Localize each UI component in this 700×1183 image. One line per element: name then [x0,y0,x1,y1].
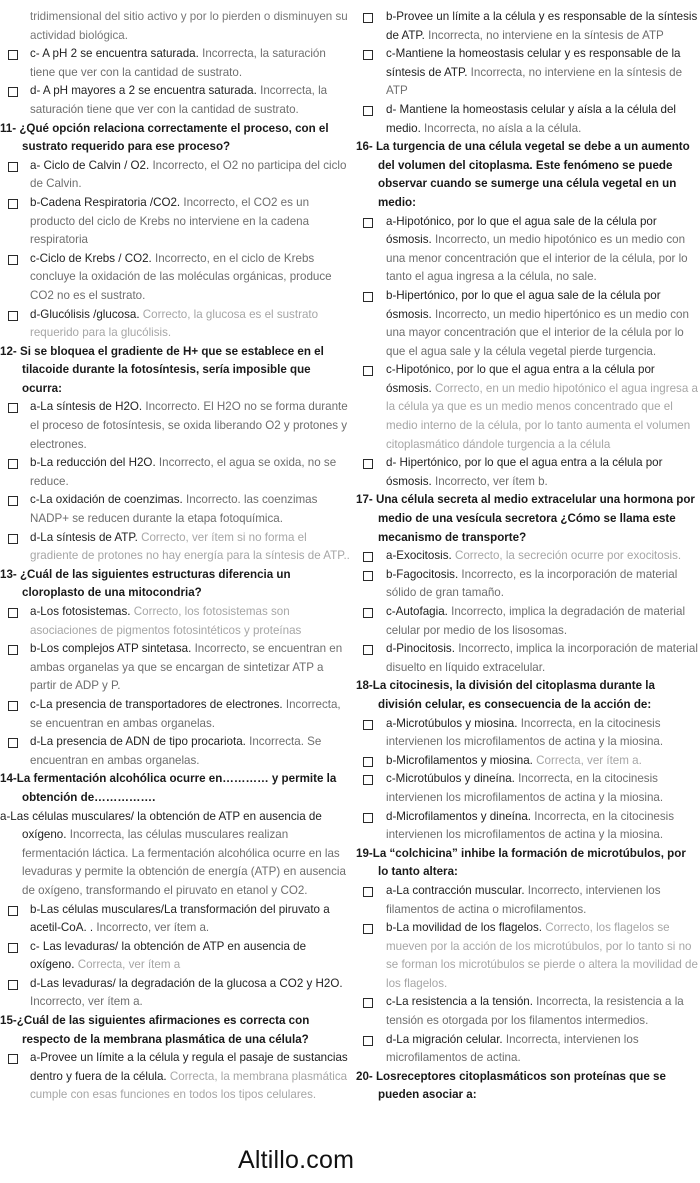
option-item[interactable]: a-La síntesis de H2O. Incorrecto. El H2O no se forma durante el proceso de fotosíntesis, se oxida liberando O2 y protones y electrones. [0,398,352,454]
option-item[interactable]: c-Ciclo de Krebs / CO2. Incorrecto, en el ciclo de Krebs concluye la oxidación de las moléculas orgánicas, produce CO2 no es el sustrato. [0,250,352,306]
option-item[interactable]: a-Provee un límite a la célula y regula el pasaje de sustancias dentro y fuera de la célula. Correcta, la membrana plasmática cumple con esas funciones en todos los tipos celulares. [0,1049,352,1105]
checkbox-icon[interactable] [363,998,373,1008]
option-item[interactable]: c-La presencia de transportadores de electrones. Incorrecta, se encuentran en ambas organelas. [0,696,352,733]
checkbox-icon[interactable] [363,459,373,469]
option-item[interactable]: d-Pinocitosis. Incorrecto, implica la incorporación de material disuelto en líquido extracelular. [356,640,698,677]
option-item[interactable]: d-La síntesis de ATP. Correcto, ver ítem si no forma el gradiente de protones no hay energía para la síntesis de ATP.. [0,529,352,566]
option-item[interactable]: a-Los fotosistemas. Correcto, los fotosistemas son asociaciones de pigmentos fotosintéticos y proteínas [0,603,352,640]
checkbox-icon[interactable] [8,906,18,916]
option-item[interactable]: c- A pH 2 se encuentra saturada. Incorrecta, la saturación tiene que ver con la cantidad de sustrato. [0,45,352,82]
option-item[interactable]: b-Las células musculares/La transformación del piruvato a acetil-CoA. . Incorrecto, ver ítem a. [0,901,352,938]
question-heading: 17- Una célula secreta al medio extracelular una hormona por medio de una vesícula secretora ¿Cómo se llama este mecanismo de transporte? [356,493,695,544]
checkbox-icon[interactable] [8,701,18,711]
checkbox-icon[interactable] [363,757,373,767]
checkbox-icon[interactable] [363,106,373,116]
checkbox-icon[interactable] [363,552,373,562]
option-item[interactable]: d-Las levaduras/ la degradación de la glucosa a CO2 y H2O. Incorrecto, ver ítem a. [0,975,352,1012]
checkbox-icon[interactable] [363,924,373,934]
checkbox-icon[interactable] [363,775,373,785]
question-heading: 13- ¿Cuál de las siguientes estructuras diferencia un cloroplasto de una mitocondria? [0,567,291,600]
checkbox-icon[interactable] [8,943,18,953]
checkbox-icon[interactable] [8,738,18,748]
question-heading: 11- ¿Qué opción relaciona correctamente el proceso, con el sustrato requerido para ese proceso? [0,121,329,154]
question-heading: 12- Si se bloquea el gradiente de H+ que se establece en el tilacoide durante la fotosíntesis, sería imposible que ocurra: [0,344,324,395]
checkbox-icon[interactable] [8,87,18,97]
option-item[interactable]: c-La oxidación de coenzimas. Incorrecto. las coenzimas NADP+ se reducen durante la etapa fotoquímica. [0,491,352,528]
option-item[interactable]: c- Las levaduras/ la obtención de ATP en ausencia de oxígeno. Correcta, ver ítem a [0,938,352,975]
checkbox-icon[interactable] [8,255,18,265]
option-item[interactable]: a- Ciclo de Calvin / O2. Incorrecto, el O2 no participa del ciclo de Calvin. [0,157,352,194]
checkbox-icon[interactable] [363,13,373,23]
checkbox-icon[interactable] [8,199,18,209]
option-item[interactable]: c-Mantiene la homeostasis celular y es responsable de la síntesis de ATP. Incorrecta, no interviene en la síntesis de ATP [356,45,698,101]
option-item[interactable]: c-Autofagia. Incorrecto, implica la degradación de material celular por medio de los lisosomas. [356,603,698,640]
option-item[interactable]: c-Hipotónico, por lo que el agua entra a la célula por ósmosis. Correcto, en un medio hipotónico el agua ingresa a la célula ya que es un medio menos concentrado que el medio interno de la célula, por lo tanto aumenta el volumen citoplasmático dándole turgencia a la célula [356,361,698,454]
option-item[interactable]: d-Glucólisis /glucosa. Correcto, la glucosa es el sustrato requerido para la glucólisis. [0,306,352,343]
checkbox-icon[interactable] [8,403,18,413]
option-item[interactable]: d-La migración celular. Incorrecta, intervienen los microfilamentos de actina. [356,1031,698,1068]
checkbox-icon[interactable] [363,887,373,897]
right-column [356,8,698,1105]
option-item[interactable]: c-Microtúbulos y dineína. Incorrecta, en la citocinesis intervienen los microfilamentos de actina y la miosina. [356,770,698,807]
checkbox-icon[interactable] [363,608,373,618]
checkbox-icon[interactable] [8,162,18,172]
question-heading: 14-La fermentación alcohólica ocurre en………… y permite la obtención de……………. [0,772,337,804]
option-item[interactable]: b-Hipertónico, por lo que el agua sale de la célula por ósmosis. Incorrecto, un medio hipertónico es un medio con una mayor concentración que el interior de la célula por lo que el agua sale y la célula vegetal pierde turgencia. [356,287,698,361]
option-item[interactable]: d- Hipertónico, por lo que el agua entra a la célula por ósmosis. Incorrecto, ver ítem b. [356,454,698,491]
option-item[interactable]: d- A pH mayores a 2 se encuentra saturada. Incorrecta, la saturación tiene que ver con la cantidad de sustrato. [0,82,352,119]
checkbox-icon[interactable] [8,645,18,655]
checkbox-icon[interactable] [8,459,18,469]
option-item[interactable]: a-Las células musculares/ la obtención de ATP en ausencia de oxígeno. Incorrecta, las células musculares realizan fermentación láctica. La fermentación alcohólica ocurre en las levaduras y permite la obtención de energía (ATP) en ausencia de oxígeno, transformando el piruvato en etanol y CO2. [0,809,346,897]
option-item[interactable]: b-Los complejos ATP sintetasa. Incorrecto, se encuentran en ambas organelas ya que se encargan de sintetizar ATP a partir de ADP y P. [0,640,352,696]
checkbox-icon[interactable] [363,813,373,823]
option-item[interactable]: a-Hipotónico, por lo que el agua sale de la célula por ósmosis. Incorrecto, un medio hipotónico es un medio con una menor concentración que el interior de la célula, por lo tanto el agua ingresa a la célula, no sale. [356,213,698,287]
option-item[interactable]: a-La contracción muscular. Incorrecto, intervienen los filamentos de actina o microfilamentos. [356,882,698,919]
option-item[interactable]: b-Fagocitosis. Incorrecto, es la incorporación de material sólido de gran tamaño. [356,566,698,603]
checkbox-icon[interactable] [8,608,18,618]
continued-text: tridimensional del sitio activo y por lo pierden o disminuyen su actividad biológica. [30,10,348,42]
option-item[interactable]: b-Microfilamentos y miosina. Correcta, ver ítem a. [356,752,698,771]
option-item[interactable]: b-La reducción del H2O. Incorrecto, el agua se oxida, no se reduce. [0,454,352,491]
option-item[interactable]: b-Provee un límite a la célula y es responsable de la síntesis de ATP. Incorrecta, no interviene en la síntesis de ATP [356,8,698,45]
option-item[interactable]: d-La presencia de ADN de tipo procariota. Incorrecta. Se encuentran en ambas organelas. [0,733,352,770]
checkbox-icon[interactable] [363,1036,373,1046]
question-heading: 16- La turgencia de una célula vegetal se debe a un aumento del volumen del citoplasma. Este fenómeno se puede observar cuando se sumerge una célula vegetal en un medio: [356,140,690,209]
left-column [0,8,352,1105]
watermark-logo: Altillo.com [238,1146,355,1174]
question-heading: 18-La citocinesis, la división del citoplasma durante la división celular, es consecuencia de la acción de: [356,679,655,711]
question-heading: 20- Losreceptores citoplasmáticos son proteínas que se pueden asociar a: [356,1069,666,1102]
option-item[interactable]: b-La movilidad de los flagelos. Correcto, los flagelos se mueven por la acción de los microtúbulos, por lo tanto si no se forman los microtúbulos se pierde o altera la movilidad de los flagelos. [356,919,698,993]
checkbox-icon[interactable] [8,1054,18,1064]
checkbox-icon[interactable] [8,534,18,544]
checkbox-icon[interactable] [8,980,18,990]
checkbox-icon[interactable] [8,50,18,60]
question-heading: 15-¿Cuál de las siguientes afirmaciones es correcta con respecto de la membrana plasmática de una célula? [0,1014,310,1046]
checkbox-icon[interactable] [363,366,373,376]
option-item[interactable]: d- Mantiene la homeostasis celular y aísla a la célula del medio. Incorrecta, no aísla a la célula. [356,101,698,138]
checkbox-icon[interactable] [363,645,373,655]
option-item[interactable]: a-Exocitosis. Correcto, la secreción ocurre por exocitosis. [356,547,698,566]
checkbox-icon[interactable] [363,50,373,60]
checkbox-icon[interactable] [363,292,373,302]
option-item[interactable]: d-Microfilamentos y dineína. Incorrecta, en la citocinesis intervienen los microfilamentos de actina y la miosina. [356,808,698,845]
checkbox-icon[interactable] [363,571,373,581]
checkbox-icon[interactable] [363,720,373,730]
checkbox-icon[interactable] [363,218,373,228]
checkbox-icon[interactable] [8,496,18,506]
checkbox-icon[interactable] [8,311,18,321]
option-item[interactable]: b-Cadena Respiratoria /CO2. Incorrecto, el CO2 es un producto del ciclo de Krebs no interviene en la cadena respiratoria [0,194,352,250]
question-heading: 19-La “colchicina” inhibe la formación de microtúbulos, por lo tanto altera: [356,846,686,879]
option-item[interactable]: a-Microtúbulos y miosina. Incorrecta, en la citocinesis intervienen los microfilamentos de actina y la miosina. [356,715,698,752]
option-item[interactable]: c-La resistencia a la tensión. Incorrecta, la resistencia a la tensión es otorgada por los filamentos intermedios. [356,993,698,1030]
